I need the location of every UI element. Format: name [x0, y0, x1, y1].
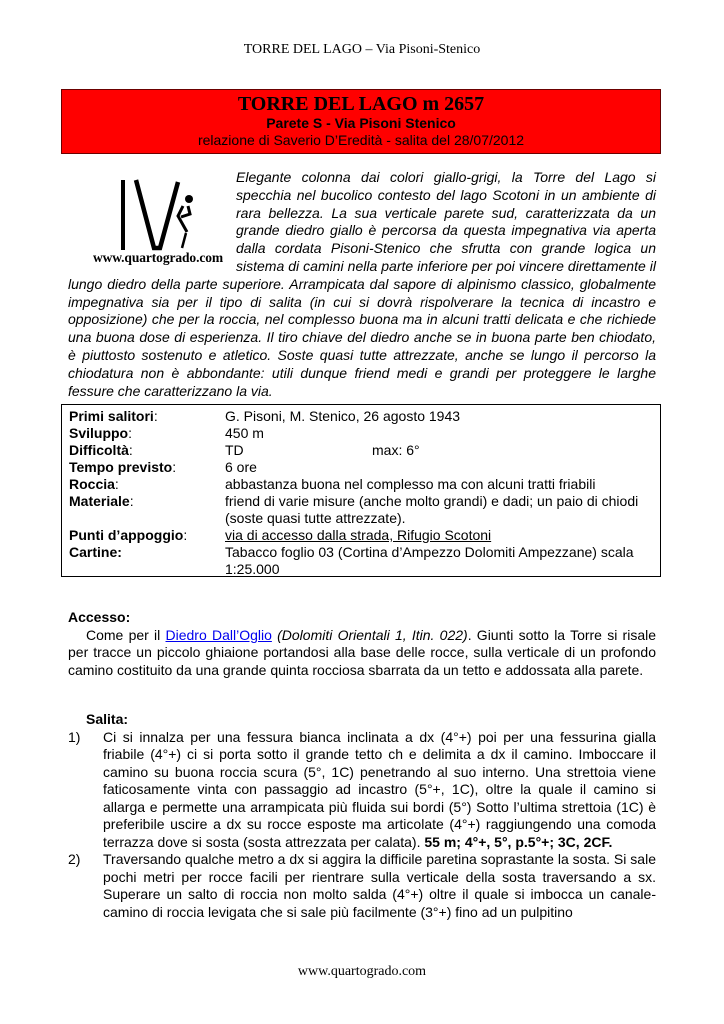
info-label: Punti d’appoggio — [69, 527, 184, 543]
guide-reference: (Dolomiti Orientali 1, Itin. 022) — [277, 626, 468, 643]
title-box — [61, 89, 661, 154]
accesso-section — [68, 609, 656, 679]
footer-url: www.quartogrado.com — [297, 964, 427, 979]
diedro-dalloglio-link[interactable]: Diedro Dall’Oglio — [165, 626, 272, 643]
accesso-paragraph: Come per il Diedro Dall’Oglio (Dolomiti Orientali 1, Itin. 022). Giunti sotto la Torre si risale per tracce un piccolo ghiaione portandosi alla base delle rocce, sulla verticale di un profondo camino costituito da una grande quinta rocciosa sbarrata da un tetto e addossata alla parete. — [68, 626, 657, 678]
max-grade: max: 6° — [372, 442, 420, 458]
info-label: Sviluppo — [69, 425, 129, 441]
info-value: friend di varie misure (anche molto grandi) e dadi; un paio di chiodi (soste quasi tutte attrezzate). — [225, 493, 639, 526]
info-box: Primi salitori: G. Pisoni, M. Stenico, 26 agosto 1943 Sviluppo: 450 m Difficoltà: TD max: 6° Tempo previsto: 6 ore Roccia: abbastanza buona nel complesso ma con alcuni tratti friabili Materiale: friend di varie misure (anche molto grandi) e dadi; un paio di chiodi (soste quasi tutte attrezzate). Punti d’appoggio: via di accesso dalla strada, Rifugio Scotoni Cartine: Tabacco foglio 03 (Cortina d’Ampezzo Dolomiti Ampezzane) scala 1:25.000 — [61, 404, 661, 577]
info-label: Roccia — [69, 476, 115, 492]
info-value: abbastanza buona nel complesso ma con alcuni tratti friabili — [225, 476, 596, 492]
running-header: TORRE DEL LAGO – Via Pisoni-Stenico — [243, 42, 481, 57]
info-value: TD — [225, 442, 244, 458]
info-label: Tempo previsto — [69, 459, 173, 475]
pitch-text: Traversando qualche metro a dx si aggira la difficile paretina soprastante la sosta. Si sale pochi metri per rocce facili per rientrare sulla verticale della sosta traversando a sx. Superare un salto di roccia non molto salda (4°+) oltre il quale si imbocca un canale-camino di roccia levigata che si sale più facilmente (3°+) fino ad un pulpitino — [103, 851, 656, 920]
pitch-number: 1) — [68, 728, 81, 745]
salita-section — [68, 711, 656, 921]
info-value: 6 ore — [225, 459, 257, 475]
accesso-heading: Accesso: — [68, 609, 131, 625]
pitch-text: Ci si innalza per una fessura bianca inclinata a dx (4°+) poi per una fessurina gialla friabile (4°+) ci si porta sotto il grande tetto ch e delimita a dx il camino. Imboccare il camino su buona roccia scura (5°, 1C) penetrando al suo interno. Una strettoia viene faticosamente vinta con passaggio ad incastro (5°+, 1C), oltre la quale il camino si allarga e permette una arrampicata più fluida sui bordi (5°) Sotto l’ultima strettoia (1C) è preferibile uscire a dx su rocce esposte ma articolate (4°+) raggiungendo una comoda terrazza dove si sosta (sosta attrezzata per calata). — [103, 728, 656, 850]
intro-text: Elegante colonna dai colori giallo-grigi, la Torre del Lago si specchia nel bucolico contesto del lago Scotoni in un ambiente di rara bellezza. La sua verticale parete sud, caratterizzata da un grande diedro giallo è percorsa da questa impegnativa via aperta dalla cordata Pisoni-Stenico che sfrutta con grande logica un sistema di camini nella parte inferiore per poi vincere direttamente il lungo diedro della parte superiore. Arrampicata dal sapore di alpinismo classico, globalmente impegnativa sia per il tipo di salita (in cui si dovrà rispolverare la tecnica di incastro e opposizione) che per la roccia, nel complesso buona ma in alcuni tratti delicata e che richiede una buona dose di esperienza. Il tiro chiave del diedro anche se in buona parte ben chiodato, è piuttosto sostenuto e atletico. Soste quasi tutte attrezzate, anche se lungo il percorso la chiodatura non è abbondante: utili dunque friend medi e grandi per proteggere le larghe fessure che caratterizzano la via. — [68, 169, 656, 399]
pitch-number: 2) — [68, 851, 81, 867]
salita-heading: Salita: — [86, 711, 129, 727]
route-subtitle: Parete S - Via Pisoni Stenico — [266, 115, 456, 131]
info-value: Tabacco foglio 03 (Cortina d’Ampezzo Dolomiti Ampezzane) scala 1:25.000 — [225, 544, 634, 577]
pitch-2 — [68, 851, 656, 921]
info-label: Materiale — [69, 493, 130, 509]
logo-url: www.quartogrado.com — [92, 250, 224, 265]
info-value: 450 m — [225, 425, 264, 441]
info-label: Primi salitori — [69, 408, 154, 424]
pitch-1 — [68, 729, 656, 852]
pitch-summary: 55 m; 4°+, 5°, p.5°+; 3C, 2CF. — [424, 833, 613, 850]
page-title: TORRE DEL LAGO m 2657 — [237, 93, 485, 115]
intro-paragraph — [68, 169, 656, 400]
info-value: via di accesso dalla strada, Rifugio Scotoni — [225, 527, 492, 543]
info-label: Cartine: — [69, 544, 122, 560]
report-line: relazione di Saverio D’Eredità - salita del 28/07/2012 — [197, 132, 525, 148]
info-value: G. Pisoni, M. Stenico, 26 agosto 1943 — [225, 408, 461, 424]
info-label: Difficoltà — [69, 442, 129, 458]
